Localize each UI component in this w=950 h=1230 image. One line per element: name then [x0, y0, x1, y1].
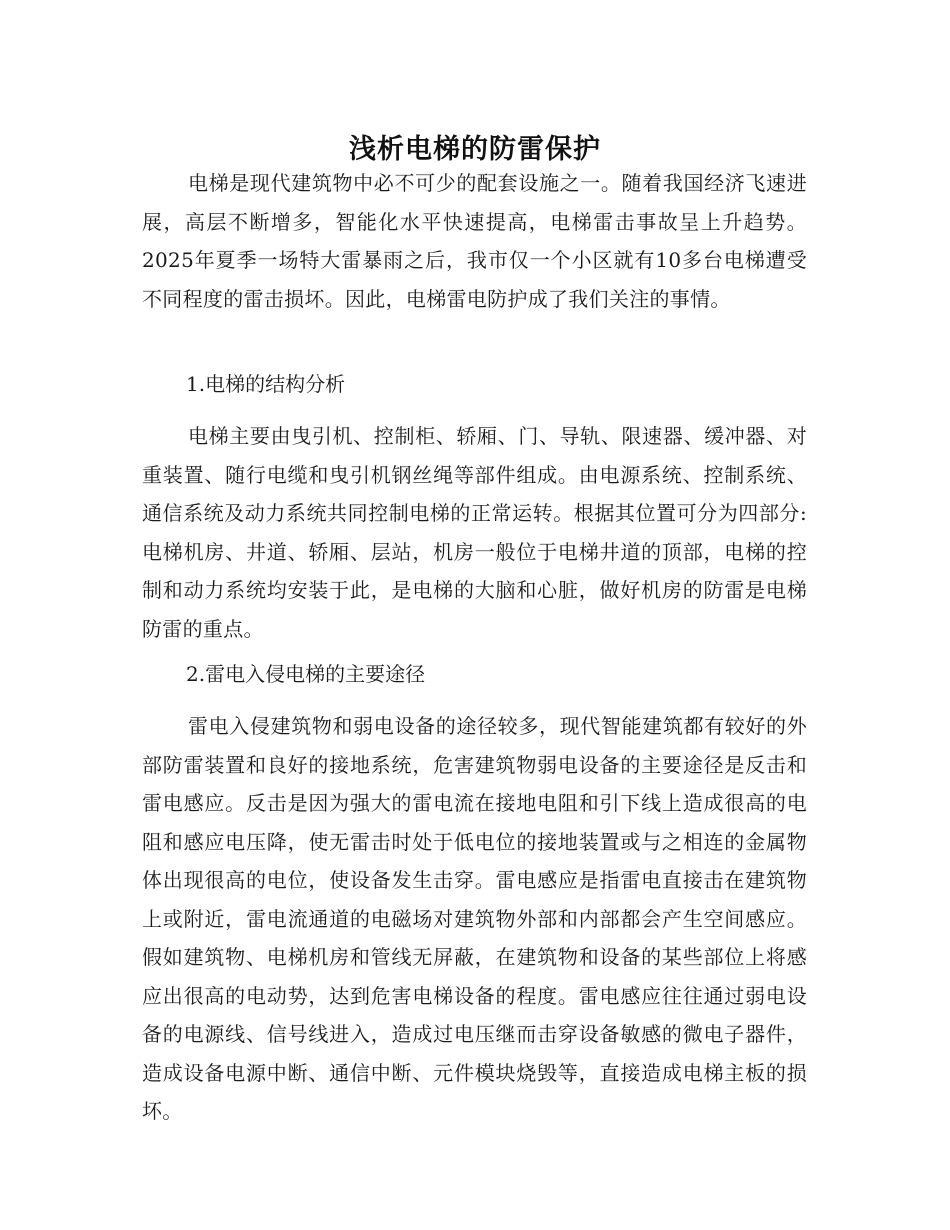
document-title: 浅析电梯的防雷保护 [349, 134, 601, 166]
intro-paragraph: 电梯是现代建筑物中必不可少的配套设施之一。随着我国经济飞速进展，高层不断增多，智能化水平快速提高，电梯雷击事故呈上升趋势。2025年夏季一场特大雷暴雨之后，我市仅一个小区就有10多台电梯遭受不同程度的雷击损坏。因此，电梯雷电防护成了我们关注的事情。 [142, 171, 807, 311]
section-2-paragraph: 雷电入侵建筑物和弱电设备的途径较多，现代智能建筑都有较好的外部防雷装置和良好的接地系统，危害建筑物弱电设备的主要途径是反击和雷电感应。反击是因为强大的雷电流在接地电阻和引下线上造成很高的电阻和感应电压降，使无雷击时处于低电位的接地装置或与之相连的金属物体出现很高的电位，使设备发生击穿。雷电感应是指雷电直接击在建筑物上或附近，雷电流通道的电磁场对建筑物外部和内部都会产生空间感应。假如建筑物、电梯机房和管线无屏蔽，在建筑物和设备的某些部位上将感应出很高的电动势，达到危害电梯设备的程度。雷电感应往往通过弱电设备的电源线、信号线进入，造成过电压继而击穿设备敏感的微电子器件，造成设备电源中断、通信中断、元件模块烧毁等，直接造成电梯主板的损坏。 [142, 714, 807, 1123]
section-2-heading: 2.雷电入侵电梯的主要途径 [186, 662, 426, 686]
section-1-paragraph: 电梯主要由曳引机、控制柜、轿厢、门、导轨、限速器、缓冲器、对重装置、随行电缆和曳引机钢丝绳等部件组成。由电源系统、控制系统、通信系统及动力系统共同控制电梯的正常运转。根据其位置可分为四部分:电梯机房、井道、轿厢、层站，机房一般位于电梯井道的顶部，电梯的控制和动力系统均安装于此，是电梯的大脑和心脏，做好机房的防雷是电梯防雷的重点。 [142, 424, 807, 641]
section-1-heading: 1.电梯的结构分析 [186, 372, 346, 396]
